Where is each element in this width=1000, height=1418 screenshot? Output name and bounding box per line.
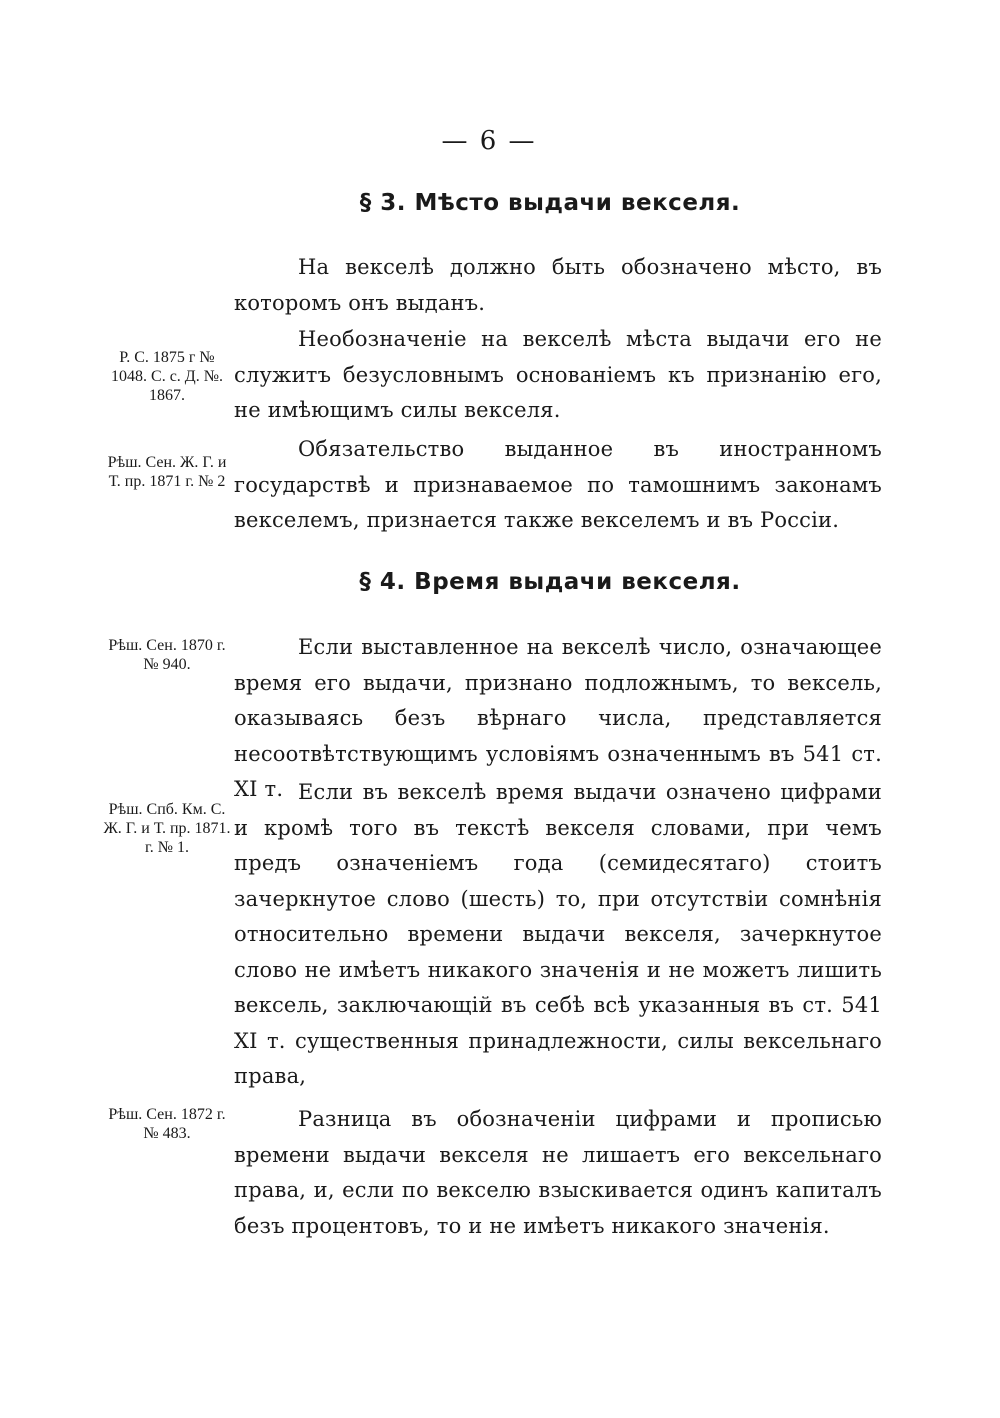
paragraph: На векселѣ должно быть обозначено мѣсто, въ которомъ онъ выданъ.: [234, 255, 882, 315]
margin-note: Рѣш. Сен. 1870 г. № 940.: [108, 637, 226, 673]
margin-note: Рѣш. Сен. Ж. Г. и Т. пр. 1871 г. № 2: [107, 454, 227, 490]
section-heading: § 3. Мѣсто выдачи векселя.: [359, 190, 741, 216]
margin-note: Р. С. 1875 г № 1048. С. с. Д. №. 1867.: [111, 349, 223, 404]
paragraph: Если въ векселѣ время выдачи означено цифрами и кромѣ того въ текстѣ векселя словами, при чемъ предъ означеніемъ года (семидесятаго) стоитъ зачеркнутое слово (шесть) то, при отсутствіи сомнѣнія относительно времени выдачи векселя, зачеркнутое слово не имѣетъ никакого значенія и не можетъ лишить вексель, заключающій въ себѣ всѣ указанныя въ ст. 541 XI т. существенныя принадлежности, силы вексельнаго права,: [234, 780, 882, 1088]
margin-note: Рѣш. Сен. 1872 г. № 483.: [108, 1106, 226, 1142]
page-number: — 6 —: [441, 126, 537, 156]
paragraph: Разница въ обозначеніи цифрами и прописью времени выдачи векселя не лишаетъ его вексельнаго права, и, если по векселю взыскивается одинъ капиталъ безъ процентовъ, то и не имѣетъ никакого значенія.: [234, 1107, 882, 1238]
section-heading: § 4. Время выдачи векселя.: [359, 569, 741, 595]
paragraph: Если выставленное на векселѣ число, означающее время его выдачи, признано подложнымъ, то вексель, оказываясь безъ вѣрнаго числа, представляется несоотвѣтствующимъ условіямъ означеннымъ въ 541 ст. XI т.: [234, 635, 882, 801]
paragraph: Обязательство выданное въ иностранномъ государствѣ и признаваемое по тамошнимъ законамъ векселемъ, признается также векселемъ и въ Россіи.: [234, 437, 882, 532]
margin-note: Рѣш. Спб. Км. С. Ж. Г. и Т. пр. 1871. г. № 1.: [103, 801, 231, 856]
paragraph: Необозначеніе на векселѣ мѣста выдачи его не служитъ безусловнымъ основаніемъ къ признанію его, не имѣющимъ силы векселя.: [234, 327, 882, 422]
